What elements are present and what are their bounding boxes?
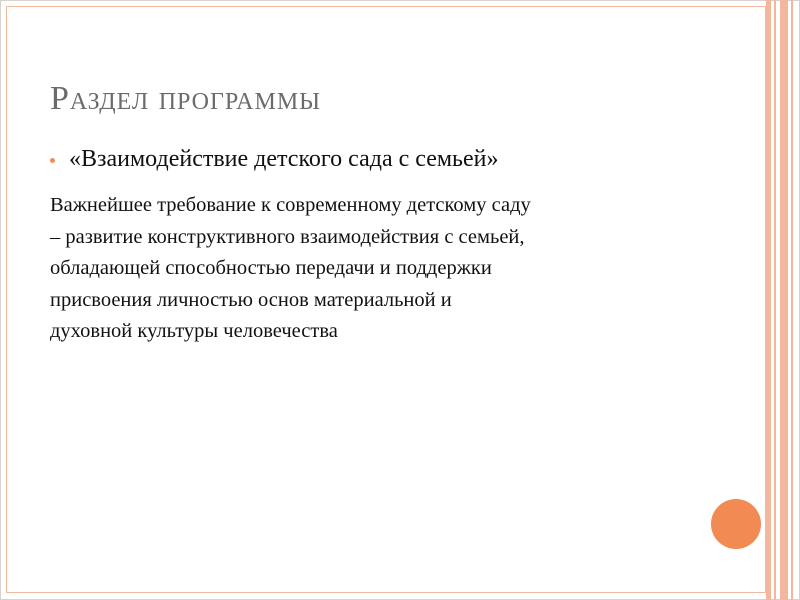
decorative-stripe-3	[780, 0, 788, 600]
decorative-stripe-2	[774, 0, 776, 600]
decorative-stripe-4	[791, 0, 793, 600]
slide-title: Раздел программы	[50, 80, 322, 117]
body-paragraph	[50, 190, 710, 348]
bullet-text: «Взаимодействие детского сада с семьей»	[69, 146, 499, 172]
bullet-item	[50, 146, 498, 173]
body-line: Важнейшее требование к современному детскому саду	[50, 194, 531, 216]
body-line: присвоения личностью основ материальной и	[50, 288, 452, 311]
accent-circle-icon	[711, 499, 761, 549]
decorative-stripe-1	[766, 0, 771, 600]
bullet-dot-icon	[50, 158, 55, 163]
body-line: духовной культуры человечества	[50, 320, 338, 342]
body-line: обладающей способностью передачи и поддержки	[50, 257, 492, 279]
body-line: – развитие конструктивного взаимодействия с семьей,	[50, 225, 525, 248]
